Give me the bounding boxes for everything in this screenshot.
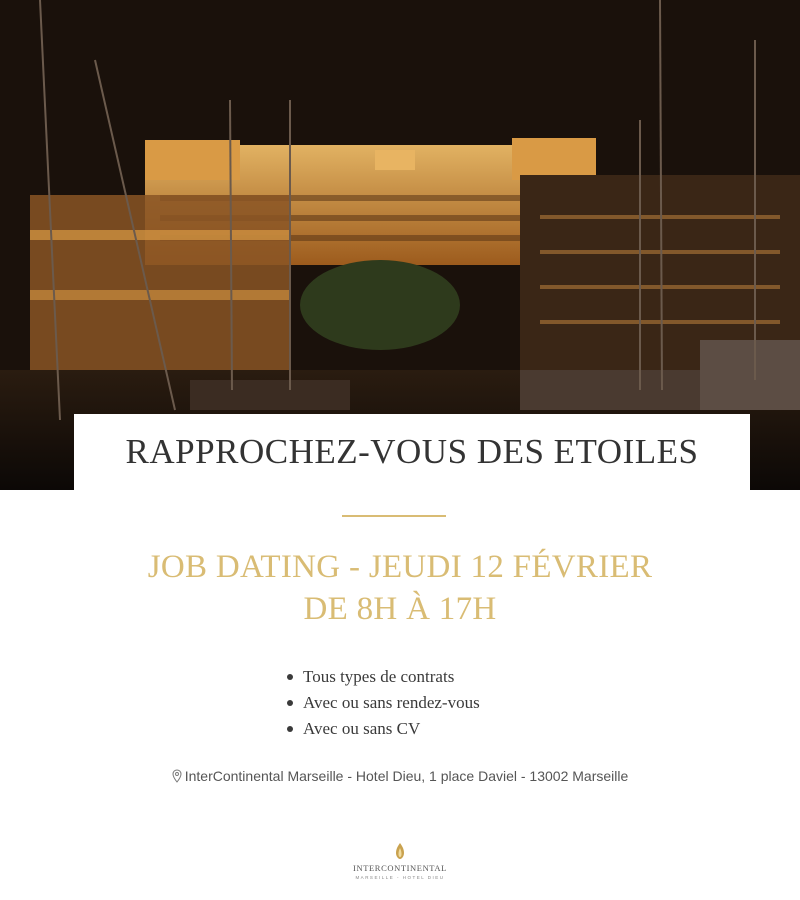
bullet-icon — [287, 700, 293, 706]
list-item-text: Avec ou sans CV — [303, 719, 421, 738]
event-date-line: JOB DATING - JEUDI 12 FÉVRIER — [147, 549, 653, 585]
list-item — [286, 664, 480, 690]
logo-subtitle: MARSEILLE - HOTEL DIEU — [355, 875, 445, 880]
conditions-list — [286, 664, 480, 742]
logo-emblem-icon — [393, 842, 407, 860]
title-banner — [74, 414, 750, 490]
page-title: RAPPROCHEZ-VOUS DES ETOILES — [125, 432, 699, 471]
gold-divider — [342, 515, 446, 517]
list-item-text: Avec ou sans rendez-vous — [303, 693, 480, 712]
list-item-text: Tous types de contrats — [303, 667, 455, 686]
logo-name: INTERCONTINENTAL — [353, 863, 447, 873]
address-line — [0, 768, 800, 784]
event-headline — [0, 546, 800, 630]
bullet-icon — [287, 726, 293, 732]
list-item — [286, 690, 480, 716]
location-pin-icon — [172, 769, 182, 783]
address-text: InterContinental Marseille - Hotel Dieu, 1 place Daviel - 13002 Marseille — [184, 768, 629, 784]
intercontinental-logo — [340, 842, 460, 890]
list-item — [286, 716, 480, 742]
event-time-line: DE 8H À 17H — [303, 591, 497, 627]
bullet-icon — [287, 674, 293, 680]
